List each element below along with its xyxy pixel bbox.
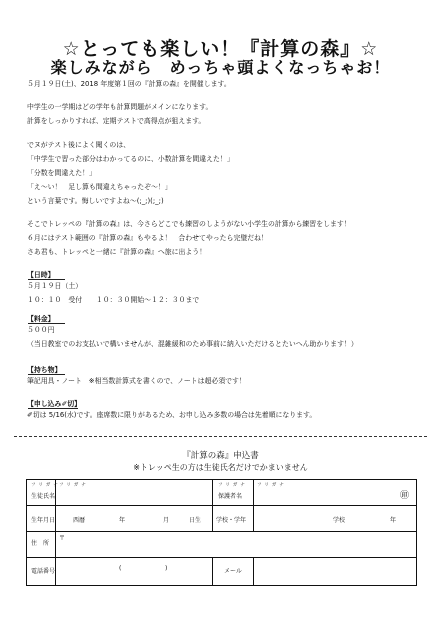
- seal-icon: ㊞: [400, 491, 410, 501]
- paragraph-2-line-4: 「え～い！ 足し算も間違えちゃったぞ～！」: [27, 183, 172, 191]
- email-label: メール: [224, 568, 242, 575]
- intro-text: ５月１９日(土)、2018 年度第１回の『計算の森』を開催します。: [27, 80, 231, 88]
- school-grade-label: 学校・学年: [216, 517, 247, 524]
- fee-heading: 【料金】: [27, 315, 55, 323]
- paragraph-3-line-3: さあ君も、トレッペと一緒に『計算の森』へ旅に出よう！: [27, 248, 207, 256]
- student-name-label: 生徒氏名: [31, 493, 56, 500]
- paragraph-2-line-3: 「分数を間違えた！」: [27, 169, 96, 177]
- schedule-heading: 【日時】: [27, 271, 55, 279]
- paragraph-2-line-2: 「中学生で習った部分はわかってるのに、小数計算を間違えた！」: [27, 155, 234, 163]
- school-label: 学校: [333, 517, 346, 524]
- application-heading-underline: [28, 408, 78, 409]
- address-field[interactable]: [56, 532, 414, 556]
- schedule-date: ５月１９日（土）: [27, 282, 83, 290]
- student-name-field[interactable]: [56, 488, 211, 504]
- phone-label: 電話番号: [31, 568, 56, 575]
- year-label: 年: [119, 517, 126, 524]
- paragraph-2-line-5: という言葉です。悔しいですよね～(;_;)(;_;): [27, 197, 164, 205]
- paragraph-1-line-1: 中学生の一学期はどの学年も計算問題がメインになります。: [27, 103, 213, 111]
- guardian-name-label: 保護者名: [218, 493, 243, 500]
- form-title: 『計算の森』申込書: [182, 451, 259, 461]
- form-col-divider: [212, 480, 213, 531]
- cut-line: [14, 436, 427, 437]
- paragraph-3-line-1: そこでトレッペの『計算の森』は、今さらどこでも練習のしようがない小学生の計算から練習をします！: [27, 220, 351, 228]
- application-heading: 【申し込み✐切】: [27, 400, 82, 408]
- furigana-label: フリガナ: [257, 483, 287, 488]
- items-text: 筆記用具・ノート ※相当数計算式を書くので、ノートは超必須です！: [27, 377, 246, 385]
- schedule-heading-underline: [28, 279, 65, 280]
- application-text: ✐切は 5/16(水)です。座席数に限りがあるため、お申し込み多数の場合は先着順になります。: [27, 411, 317, 419]
- furigana-label: フリガナ: [59, 483, 89, 488]
- page-title: ☆とっても楽しい！『計算の森』☆: [62, 38, 379, 60]
- furigana-label: フリガナ: [31, 483, 61, 488]
- fee-heading-underline: [28, 323, 65, 324]
- form-col-divider: [212, 557, 213, 585]
- grade-label: 年: [390, 517, 397, 524]
- era-label: 西暦: [73, 517, 86, 524]
- application-form: [26, 479, 417, 586]
- fee-note: （当日教室でのお支払いで構いませんが、混雑緩和のため事前に納入いただけるとたいへん助かります！）: [27, 340, 358, 348]
- postal-mark: 〒: [59, 535, 66, 542]
- guardian-name-field[interactable]: [254, 488, 394, 504]
- day-label: 日生: [189, 517, 202, 524]
- month-label: 月: [163, 517, 170, 524]
- paragraph-3-line-2: ６月にはテスト範囲の『計算の森』もやるよ！ 合わせてやったら完璧だね！: [27, 234, 268, 242]
- phone-field[interactable]: [56, 558, 211, 584]
- paragraph-1-line-2: 計算をしっかりすれば、定期テストで高得点が狙えます。: [27, 117, 206, 125]
- items-heading-underline: [28, 374, 65, 375]
- schedule-time: １０：１０ 受付 １０：３０開始～１２：３０まで: [27, 296, 200, 304]
- items-heading: 【持ち物】: [27, 366, 62, 374]
- furigana-label: フリガナ: [218, 483, 248, 488]
- page-subtitle: 楽しみながら めっちゃ頭よくなっちゃお！: [50, 58, 391, 77]
- phone-paren-open: (: [119, 565, 122, 572]
- form-row-divider: [27, 505, 416, 506]
- email-field[interactable]: [254, 558, 414, 584]
- paragraph-2-line-1: でヌがテスト後によく聞くのは、: [27, 141, 131, 149]
- phone-paren-close: ): [165, 565, 168, 572]
- birthdate-label: 生年月日: [31, 517, 56, 524]
- fee-amount: ５００円: [27, 326, 55, 334]
- form-subtitle: ※トレッペ生の方は生徒氏名だけでかまいません: [133, 463, 308, 472]
- address-label: 住 所: [31, 540, 50, 547]
